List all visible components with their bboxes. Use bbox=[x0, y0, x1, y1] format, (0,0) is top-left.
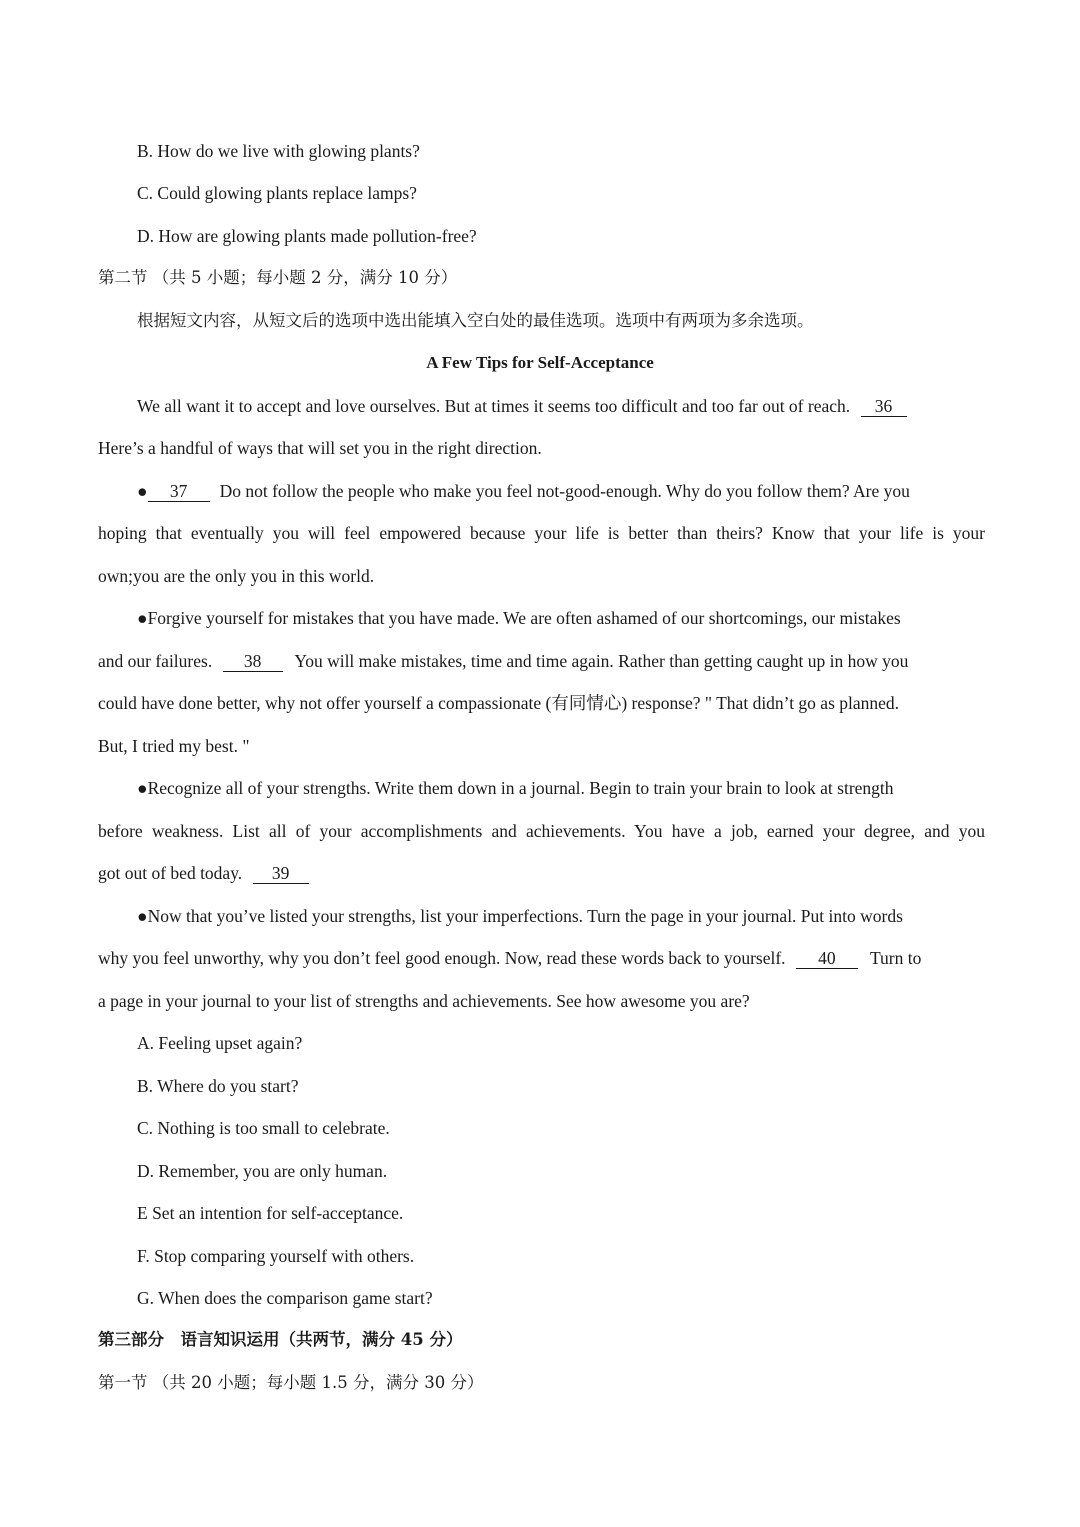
section2-header: 第二节 （共 5 小题；每小题 2 分，满分 10 分） bbox=[98, 268, 458, 287]
p3-line4: But, I tried my best. " bbox=[98, 736, 250, 756]
p3-line2 bbox=[98, 649, 908, 673]
p3-text-b: You will make mistakes, time and time again. Rather than getting caught up in how you bbox=[294, 651, 909, 671]
p5-text-a: why you feel unworthy, why you don’t feel good enough. Now, read these words back to yourself. bbox=[98, 948, 786, 968]
option-a: A. Feeling upset again? bbox=[137, 1033, 303, 1053]
p1-line2: Here’s a handful of ways that will set you in the right direction. bbox=[98, 438, 542, 458]
p2-line2: hoping that eventually you will feel empowered because your life is better than theirs? Know that your life is your bbox=[98, 523, 985, 543]
p2-text: Do not follow the people who make you feel not-good-enough. Why do you follow them? Are you bbox=[219, 481, 910, 501]
blank-40: 40 bbox=[796, 948, 858, 969]
p3-line1: ●Forgive yourself for mistakes that you have made. We are often ashamed of our shortcomings, our mistakes bbox=[137, 608, 901, 628]
p4-text: got out of bed today. bbox=[98, 863, 243, 883]
p5-line2 bbox=[98, 946, 921, 970]
option-g: G. When does the comparison game start? bbox=[137, 1288, 433, 1308]
passage-title: A Few Tips for Self-Acceptance bbox=[426, 353, 654, 372]
blank-36: 36 bbox=[861, 396, 907, 417]
p2-line3: own;you are the only you in this world. bbox=[98, 566, 375, 586]
blank-37: 37 bbox=[148, 481, 210, 502]
prev-option-c: C. Could glowing plants replace lamps? bbox=[137, 183, 417, 203]
option-f: F. Stop comparing yourself with others. bbox=[137, 1246, 415, 1266]
prev-option-b: B. How do we live with glowing plants? bbox=[137, 141, 420, 161]
p1-text: We all want it to accept and love ourselves. But at times it seems too difficult and too far out of reach. bbox=[137, 396, 851, 416]
blank-38: 38 bbox=[223, 651, 283, 672]
p3-line3: could have done better, why not offer yourself a compassionate (有同情心) response? " That didn’t go as planned. bbox=[98, 693, 900, 713]
section2-instruction: 根据短文内容，从短文后的选项中选出能填入空白处的最佳选项。选项中有两项为多余选项。 bbox=[137, 311, 814, 330]
option-e: E Set an intention for self-acceptance. bbox=[137, 1203, 404, 1223]
blank-39: 39 bbox=[253, 863, 309, 884]
prev-option-d: D. How are glowing plants made pollution-free? bbox=[137, 226, 477, 246]
p4-line1: ●Recognize all of your strengths. Write them down in a journal. Begin to train your brain to look at strength bbox=[137, 778, 894, 798]
part3-section1-header: 第一节 （共 20 小题；每小题 1.5 分，满分 30 分） bbox=[98, 1373, 484, 1392]
p4-line2: before weakness. List all of your accomplishments and achievements. You have a job, earned your degree, and you bbox=[98, 821, 985, 841]
p5-line1: ●Now that you’ve listed your strengths, list your imperfections. Turn the page in your journal. Put into words bbox=[137, 906, 903, 926]
p5-text-b: Turn to bbox=[869, 948, 922, 968]
p5-line3: a page in your journal to your list of strengths and achievements. See how awesome you are? bbox=[98, 991, 750, 1011]
option-d: D. Remember, you are only human. bbox=[137, 1161, 388, 1181]
p4-line3 bbox=[98, 861, 309, 885]
part3-header: 第三部分 语言知识运用（共两节，满分 45 分） bbox=[98, 1330, 463, 1349]
option-c: C. Nothing is too small to celebrate. bbox=[137, 1118, 390, 1138]
p1-line1 bbox=[137, 394, 907, 418]
p2-line1 bbox=[137, 479, 910, 503]
option-b: B. Where do you start? bbox=[137, 1076, 299, 1096]
p3-text-a: and our failures. bbox=[98, 651, 213, 671]
p2-bullet: ● bbox=[137, 481, 148, 501]
